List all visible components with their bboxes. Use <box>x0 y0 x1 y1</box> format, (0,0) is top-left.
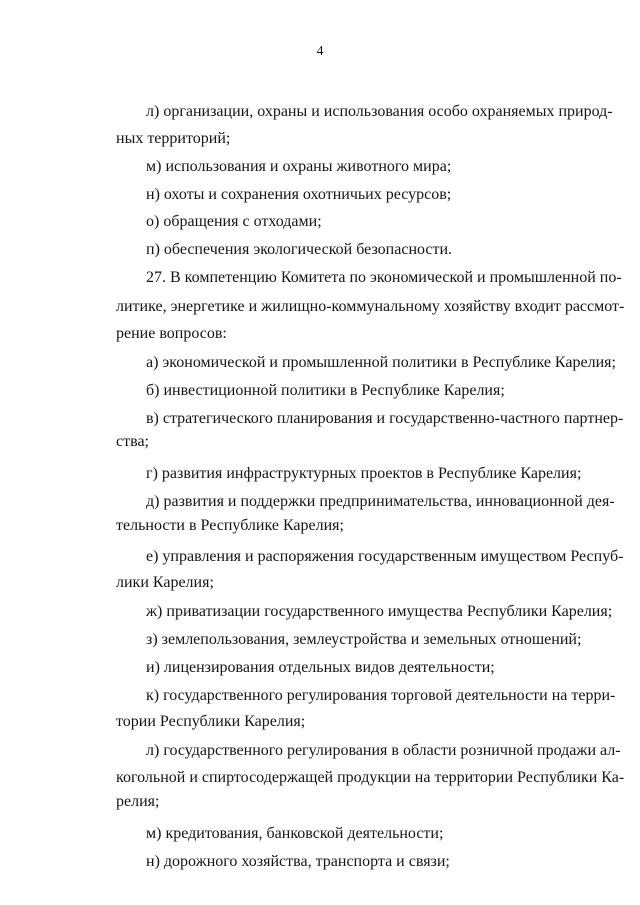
text-line: тории Республики Карелия; <box>116 713 306 730</box>
text-line: к) государственного регулирования торговой деятельности на терри- <box>146 687 616 704</box>
text-line: ж) приватизации государственного имущества Республики Карелия; <box>146 603 613 620</box>
text-line: и) лицензирования отдельных видов деятельности; <box>146 659 495 676</box>
text-line: м) использования и охраны животного мира; <box>146 158 452 175</box>
text-line: н) охоты и сохранения охотничьих ресурсов; <box>146 186 452 203</box>
text-line: п) обеспечения экологической безопасности. <box>146 241 453 258</box>
text-line: н) дорожного хозяйства, транспорта и связи; <box>146 853 450 870</box>
text-line: о) обращения с отходами; <box>146 213 322 230</box>
text-line: з) землепользования, землеустройства и земельных отношений; <box>146 631 582 648</box>
text-line: литике, энергетике и жилищно-коммунальному хозяйству входит рассмот- <box>116 298 625 315</box>
text-line: д) развития и поддержки предпринимательства, инновационной дея- <box>146 493 615 510</box>
text-line: а) экономической и промышленной политики в Республике Карелия; <box>146 354 616 371</box>
text-line: лики Карелия; <box>116 574 214 591</box>
text-line: рение вопросов: <box>116 325 227 342</box>
text-line: ства; <box>116 433 149 450</box>
page-number: 4 <box>316 44 324 59</box>
text-line: ных территорий; <box>116 130 231 147</box>
text-line: релия; <box>116 793 160 810</box>
text-line: 27. В компетенцию Комитета по экономической и промышленной по- <box>146 269 622 286</box>
text-line: е) управления и распоряжения государственным имуществом Респуб- <box>146 548 624 565</box>
text-line: м) кредитования, банковской деятельности; <box>146 825 444 842</box>
text-line: л) организации, охраны и использования особо охраняемых природ- <box>146 103 613 120</box>
text-line: б) инвестиционной политики в Республике Карелия; <box>146 382 505 399</box>
text-line: когольной и спиртосодержащей продукции на территории Республики Ка- <box>116 769 625 786</box>
text-line: л) государственного регулирования в области розничной продажи ал- <box>146 742 621 759</box>
text-line: в) стратегического планирования и государственно-частного партнер- <box>146 410 624 427</box>
text-line: г) развития инфраструктурных проектов в Республике Карелия; <box>146 465 582 482</box>
text-line: тельности в Республике Карелия; <box>116 517 344 534</box>
